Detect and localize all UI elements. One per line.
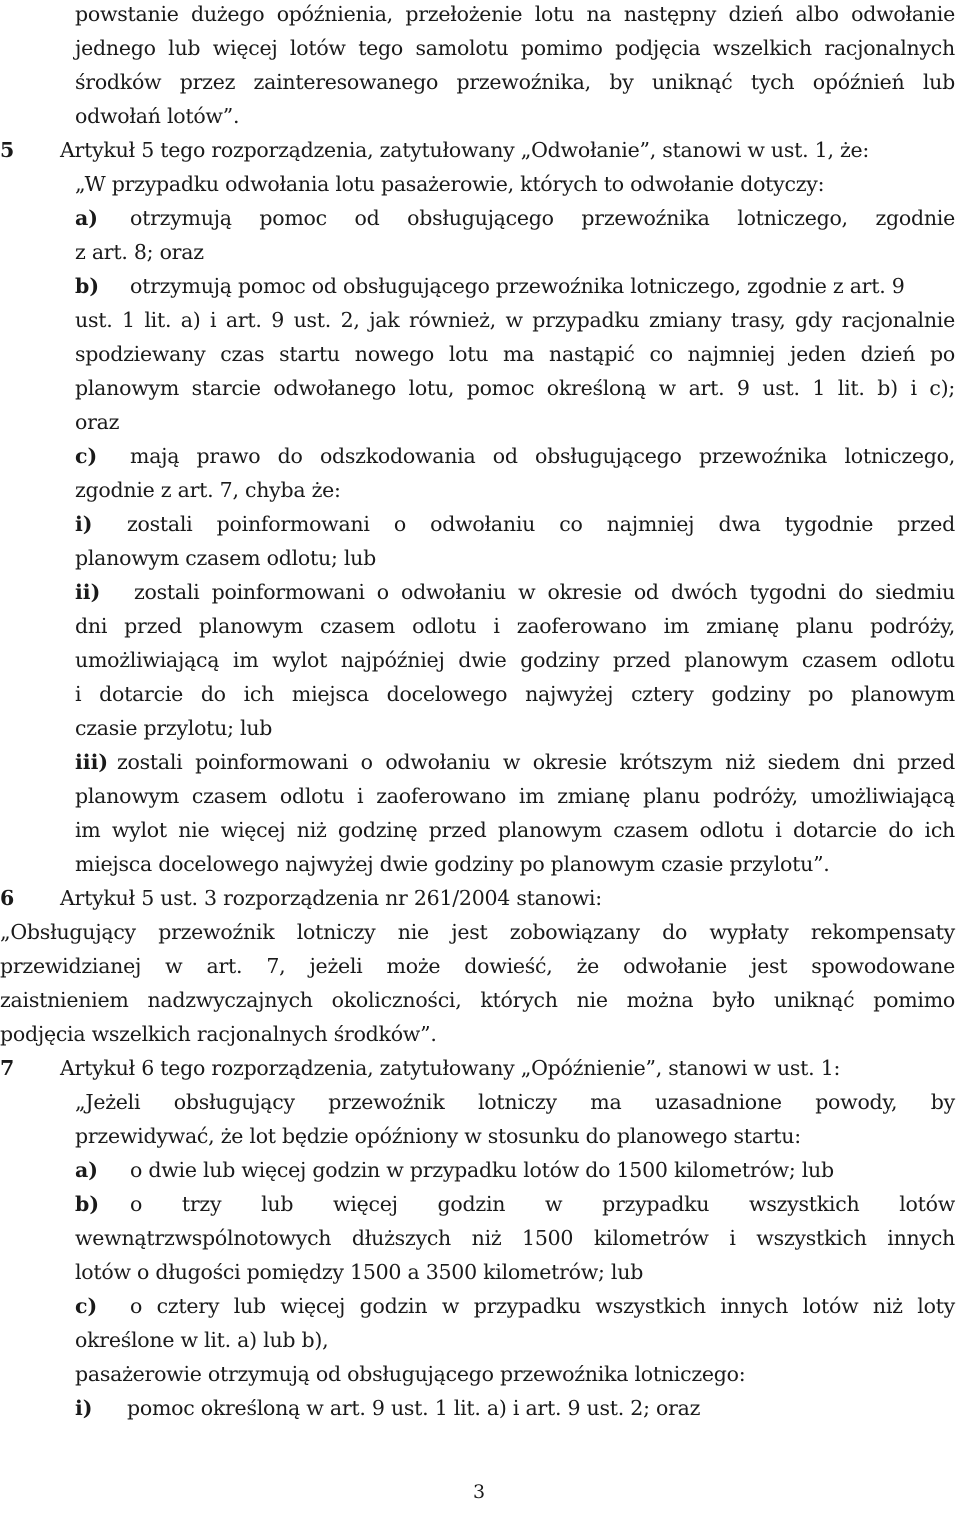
text-line: oraz [75,410,120,434]
text-line: z art. 8; oraz [75,240,204,264]
text-line: zostali poinformowani o odwołaniu co najmniej dwa tygodnie przed [127,512,955,536]
text-line: planowym czasem odlotu i zaoferowano im zmianę planu podróży, umożliwiającą [75,784,955,808]
text-line: wewnątrzwspólnotowych dłuższych niż 1500 kilometrów i wszystkich innych [75,1226,955,1250]
text-line: spodziewany czas startu nowego lotu ma nastąpić co najmniej jeden dzień po [75,342,955,366]
list-label-i: i) [75,1396,93,1420]
text-line: powstanie dużego opóźnienia, przełożenie lotu na następny dzień albo odwołanie [75,2,955,26]
list-label-c: c) [75,1294,98,1318]
text-line: im wylot nie więcej niż godzinę przed planowym czasem odlotu i dotarcie do ich [75,818,955,842]
text-line: czasie przylotu; lub [75,716,273,740]
text-line: jednego lub więcej lotów tego samolotu pomimo podjęcia wszelkich racjonalnych [75,36,955,60]
text-line: odwołań lotów”. [75,104,240,128]
text-line: dni przed planowym czasem odlotu i zaoferowano im zmianę planu podróży, [75,614,955,638]
list-label-a: a) [75,206,98,230]
paragraph-number-7: 7 [0,1056,15,1080]
text-line: „Obsługujący przewoźnik lotniczy nie jest zobowiązany do wypłaty rekompensaty [0,920,955,944]
text-line: i dotarcie do ich miejsca docelowego najwyżej cztery godziny po planowym [75,682,955,706]
list-label-b: b) [75,1192,100,1216]
list-label-i: i) [75,512,93,536]
text-line: ust. 1 lit. a) i art. 9 ust. 2, jak również, w przypadku zmiany trasy, gdy racjonalnie [75,308,955,332]
text-line: zostali poinformowani o odwołaniu w okresie od dwóch tygodni do siedmiu [134,580,955,604]
text-line: planowym starcie odwołanego lotu, pomoc określoną w art. 9 ust. 1 lit. b) i c); [75,376,955,400]
text-line: mają prawo do odszkodowania od obsługującego przewoźnika lotniczego, [130,444,955,468]
text-line: „Jeżeli obsługujący przewoźnik lotniczy ma uzasadnione powody, by [75,1090,955,1114]
text-line: Artykuł 5 ust. 3 rozporządzenia nr 261/2004 stanowi: [60,886,602,910]
text-line: otrzymują pomoc od obsługującego przewoźnika lotniczego, zgodnie z art. 9 [130,274,905,298]
text-line: umożliwiającą im wylot najpóźniej dwie godziny przed planowym czasem odlotu [75,648,955,672]
paragraph-number-5: 5 [0,138,15,162]
text-line: pomoc określoną w art. 9 ust. 1 lit. a) i art. 9 ust. 2; oraz [127,1396,701,1420]
page-number: 3 [473,1481,486,1503]
text-line: „W przypadku odwołania lotu pasażerowie, których to odwołanie dotyczy: [75,172,825,196]
list-label-iii: iii) [75,750,109,774]
text-line: lotów o długości pomiędzy 1500 a 3500 kilometrów; lub [75,1260,644,1284]
text-line: o dwie lub więcej godzin w przypadku lotów do 1500 kilometrów; lub [130,1158,834,1182]
text-line: określone w lit. a) lub b), [75,1328,329,1352]
list-label-ii: ii) [75,580,101,604]
text-line: o trzy lub więcej godzin w przypadku wszystkich lotów [130,1192,955,1216]
list-label-a: a) [75,1158,98,1182]
text-line: zostali poinformowani o odwołaniu w okresie krótszym niż siedem dni przed [117,750,955,774]
text-line: zgodnie z art. 7, chyba że: [75,478,341,502]
text-line: miejsca docelowego najwyżej dwie godziny po planowym czasie przylotu”. [75,852,830,876]
text-line: otrzymują pomoc od obsługującego przewoźnika lotniczego, zgodnie [130,206,955,230]
text-line: przewidzianej w art. 7, jeżeli może dowieść, że odwołanie jest spowodowane [0,954,955,978]
text-line: pasażerowie otrzymują od obsługującego przewoźnika lotniczego: [75,1362,746,1386]
list-label-b: b) [75,274,100,298]
paragraph-number-6: 6 [0,886,15,910]
text-line: podjęcia wszelkich racjonalnych środków”. [0,1022,437,1046]
text-line: Artykuł 5 tego rozporządzenia, zatytułowany „Odwołanie”, stanowi w ust. 1, że: [60,138,870,162]
text-line: Artykuł 6 tego rozporządzenia, zatytułowany „Opóźnienie”, stanowi w ust. 1: [60,1056,841,1080]
text-line: przewidywać, że lot będzie opóźniony w stosunku do planowego startu: [75,1124,801,1148]
text-line: środków przez zainteresowanego przewoźnika, by uniknąć tych opóźnień lub [75,70,955,94]
text-line: planowym czasem odlotu; lub [75,546,377,570]
text-line: o cztery lub więcej godzin w przypadku wszystkich innych lotów niż loty [130,1294,955,1318]
text-line: zaistnieniem nadzwyczajnych okoliczności, których nie można było uniknąć pomimo [0,988,955,1012]
list-label-c: c) [75,444,98,468]
